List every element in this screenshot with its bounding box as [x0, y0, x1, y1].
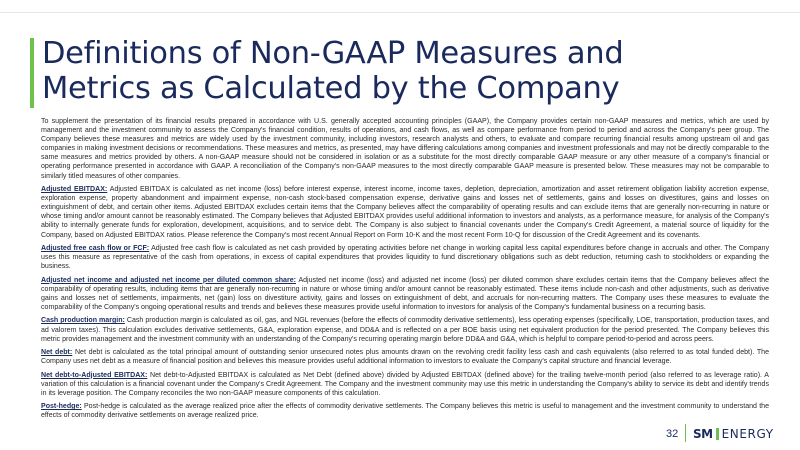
- slide-title-line-2: Metrics as Calculated by the Company: [42, 71, 620, 106]
- definition-adjusted-fcf: [41, 244, 769, 271]
- definition-term: Adjusted net income and adjusted net income per diluted common share:: [41, 276, 296, 284]
- definition-term: Net debt:: [41, 349, 73, 357]
- definition-adjusted-ebitdax: [41, 185, 769, 240]
- definition-term: Adjusted EBITDAX:: [41, 186, 108, 194]
- definition-term: Net debt-to-Adjusted EBITDAX:: [41, 371, 148, 379]
- definition-text: Net debt-to-Adjusted EBITDAX is calculated as Net Debt (defined above) divided by Adjusted EBITDAX (defined above) for the trailing twelve-month period (also referred to as leverage ratio). A variation of this calculation is a financial covenant under the Company's Credit Agreement. The Company and the investment community may use this metric in understanding the Company's ability to service its debt and identify trends in its leverage position. The Company reconciles the two non-GAAP measure components of this calculation.: [41, 371, 769, 397]
- definition-text: Net debt is calculated as the total principal amount of outstanding senior unsecured notes plus amounts drawn on the revolving credit facility less cash and cash equivalents (also referred to as total funded debt). The Company uses net debt as a measure of financial position and believes this measure provides useful additional information to investors to evaluate the Company's capital structure and financial leverage.: [41, 349, 770, 366]
- definition-term: Adjusted free cash flow or FCF:: [41, 245, 150, 252]
- title-accent-bar: [30, 38, 34, 108]
- slide-title-line-1: Definitions of Non-GAAP Measures and: [42, 36, 624, 71]
- definition-net-debt: [41, 348, 769, 366]
- logo-mark-icon: [716, 428, 719, 440]
- page-number: 32: [666, 428, 679, 440]
- definition-cash-production-margin: [41, 316, 769, 343]
- logo-sm-text: SM: [693, 427, 713, 441]
- definition-net-debt-to-ebitdax: [41, 371, 769, 398]
- definition-text: Adjusted net income (loss) and adjusted net income (loss) per diluted common share excludes certain items that the Company believes affect the comparability of operating results, including items that are generally non-recurring in nature or whose timing and/or amount cannot be reasonably estimated. These items include non-cash and other adjustments, such as derivative gains and losses net of settlements, impairments, net (gain) loss on divestiture activity, gains and losses on extinguishment of debt, and accruals for non-recurring matters. The Company uses these measures to evaluate the comparability of the Company's ongoing operational results and trends and believes these measures provide useful information to investors for analysis of the Company's fundamental business on a recurring basis.: [41, 276, 769, 311]
- slide-body: [41, 117, 769, 425]
- definition-text: Adjusted EBITDAX is calculated as net income (loss) before interest expense, interest income, income taxes, depletion, depreciation, amortization and asset retirement obligation liability accretion expense, exploration expense, property abandonment and impairment expense, non-cash stock-based compensation expense, derivative gains and losses net of settlements, gains and losses on divestitures, gains and losses on extinguishment of debt, and certain other items. Adjusted EBITDAX excludes certain items that the Company believes affect the comparability of operating results and can exclude items that are generally non-recurring in nature or whose timing and/or amount cannot be reasonably estimated. The Company believes that Adjusted EBITDAX provides useful additional information to investors and analysts, as a performance measure, for analysis of the Company's ability to internally generate funds for exploration, development, acquisitions, and to service debt. The Company is also subject to financial covenants under the Company's Credit Agreement, a material source of liquidity for the Company, based on Adjusted EBITDAX ratios. Please reference the Company's most recent Annual Report on Form 10-K and the most recent Form 10-Q for discussion of the Credit Agreement and its covenants.: [41, 186, 769, 239]
- company-logo: [693, 426, 774, 442]
- logo-energy-text: ENERGY: [721, 427, 774, 441]
- top-border: [0, 0, 800, 13]
- definition-term: Post-hedge:: [41, 403, 82, 411]
- definition-term: Cash production margin:: [41, 317, 125, 325]
- intro-paragraph: To supplement the presentation of its financial results prepared in accordance with U.S. generally accepted accounting principles (GAAP), the Company provides certain non-GAAP measures and metrics, which are used by management and the investment community to assess the Company's financial condition, results of operations, and cash flows, as well as compare performance from period to period and across the Company's peer group. The Company believes these measures and metrics are widely used by the investment community, including investors, research analysts and others, to evaluate and compare recurring financial results among upstream oil and gas companies in making investment decisions or recommendations. These measures and metrics, as presented, may have differing calculations among companies and investment professionals and may not be directly comparable to the same measures and metrics provided by others. A non-GAAP measure should not be considered in isolation or as a substitute for the most directly comparable GAAP measure or any other measure of a company's financial or operating performance presented in accordance with GAAP. A reconciliation of the Company's non-GAAP measures to the most directly comparable GAAP measure is presented below. These measures may not be comparable to similarly titled measures of other companies.: [41, 118, 769, 180]
- slide-title: [42, 36, 762, 106]
- definition-text: Adjusted free cash flow is calculated as net cash provided by operating activities before net change in working capital less capital expenditures before change in accruals and other. The Company uses this measure as representative of the cash from operations, in excess of capital expenditures that provides liquidity to fund discretionary obligations such as debt reduction, returning cash to stockholders or expanding the business.: [41, 245, 769, 271]
- definition-text: Post-hedge is calculated as the average realized price after the effects of commodity derivative settlements. The Company believes this metric is useful to management and the investment community to understand the effects of commodity derivative settlements on average realized price.: [41, 403, 769, 420]
- definition-text: Cash production margin is calculated as oil, gas, and NGL revenues (before the effects of commodity derivative settlements), less operating expenses (specifically, LOE, transportation, production taxes, and ad valorem taxes). This calculation excludes derivative settlements, G&A, exploration expense, and DD&A and is reflected on a per BOE basis using net equivalent production for the period presented. The Company believes this metric provides management and the investment community with an understanding of the Company's recurring operating margin before DD&A and G&A, which is helpful to compare period-to-period and across peers.: [41, 317, 769, 343]
- definition-post-hedge: [41, 402, 769, 420]
- footer-divider: [685, 424, 686, 442]
- definition-adjusted-net-income: [41, 276, 769, 312]
